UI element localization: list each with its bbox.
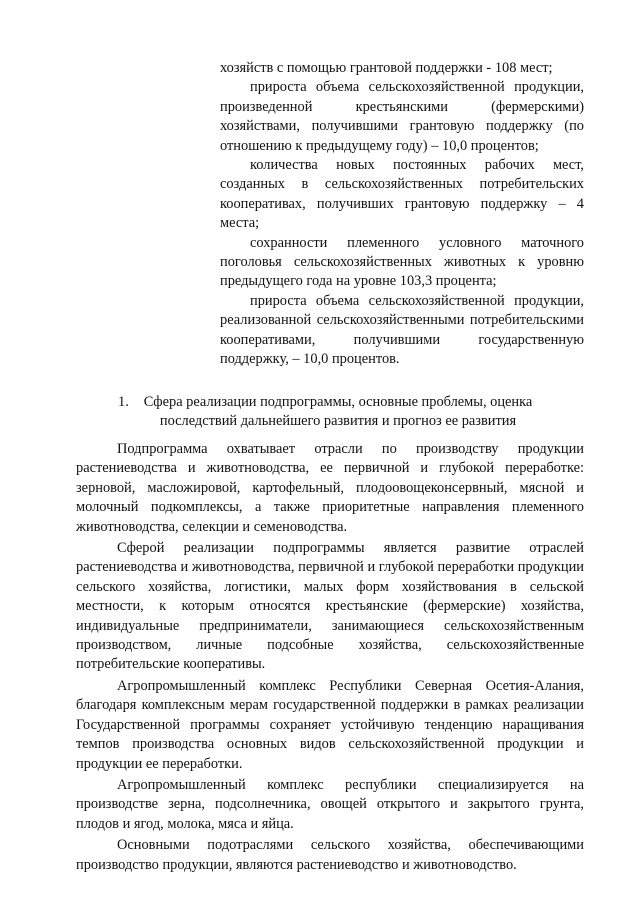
section-title-line1: Сфера реализации подпрограммы, основные проблемы, оценка — [143, 394, 533, 410]
targets-list — [220, 59, 584, 370]
paragraph: Сферой реализации подпрограммы является развитие отраслей растениеводства и животноводства, первичной и глубокой переработки продукции сельского хозяйства, логистики, малых форм хозяйствования в сельской местности, к которым относятся крестьянские (фермерские) хозяйства, индивидуальные предприниматели, занимающиеся сельскохозяйственным производством, личные подсобные хозяйства, сельскохозяйственные потребительские кооперативы. — [76, 540, 584, 673]
paragraph: Агропромышленный комплекс Республики Северная Осетия-Алания, благодаря комплексным мерам государственной поддержки в рамках реализации Государственной программы сохраняет устойчивую тенденцию наращивания темпов производства основных видов сельскохозяйственной продукции и продукции ее переработки. — [76, 677, 584, 772]
paragraph: Основными подотраслями сельского хозяйства, обеспечивающими производство продукции, являются растениеводство и животноводство. — [76, 837, 584, 873]
target-item: сохранности племенного условного маточного поголовья сельскохозяйственных животных к уровню предыдущего года на уровне 103,3 процента; — [220, 234, 584, 290]
section-number: 1. — [118, 394, 129, 410]
target-item: количества новых постоянных рабочих мест, созданных в сельскохозяйственных потребительских кооперативах, получивших грантовую поддержку – 4 места; — [220, 157, 584, 232]
paragraph: Агропромышленный комплекс республики специализируется на производстве зерна, подсолнечника, овощей открытого и закрытого грунта, плодов и ягод, молока, мяса и яйца. — [76, 776, 584, 832]
section-title-line2: последствий дальнейшего развития и прогноз ее развития — [159, 413, 517, 430]
target-item: хозяйств с помощью грантовой поддержки - 108 мест; — [220, 60, 553, 76]
target-item: прироста объема сельскохозяйственной продукции, реализованной сельскохозяйственными потребительскими кооперативами, получившими государственную поддержку, – 10,0 процентов. — [220, 292, 584, 368]
section-heading — [118, 393, 558, 432]
target-item: прироста объема сельскохозяйственной продукции, произведенной крестьянскими (фермерскими) хозяйствами, получившими грантовую поддержку (по отношению к предыдущему году) – 10,0 процентов; — [220, 79, 584, 154]
section-body — [76, 440, 584, 877]
paragraph: Подпрограмма охватывает отрасли по производству продукции растениеводства и животноводства, ее первичной и глубокой переработке: зерновой, масложировой, картофельный, плодоовощеконсервный, мясной и молочный подкомплексы, а также приоритетные направления племенного животноводства, селекции и семеноводства. — [76, 441, 584, 535]
